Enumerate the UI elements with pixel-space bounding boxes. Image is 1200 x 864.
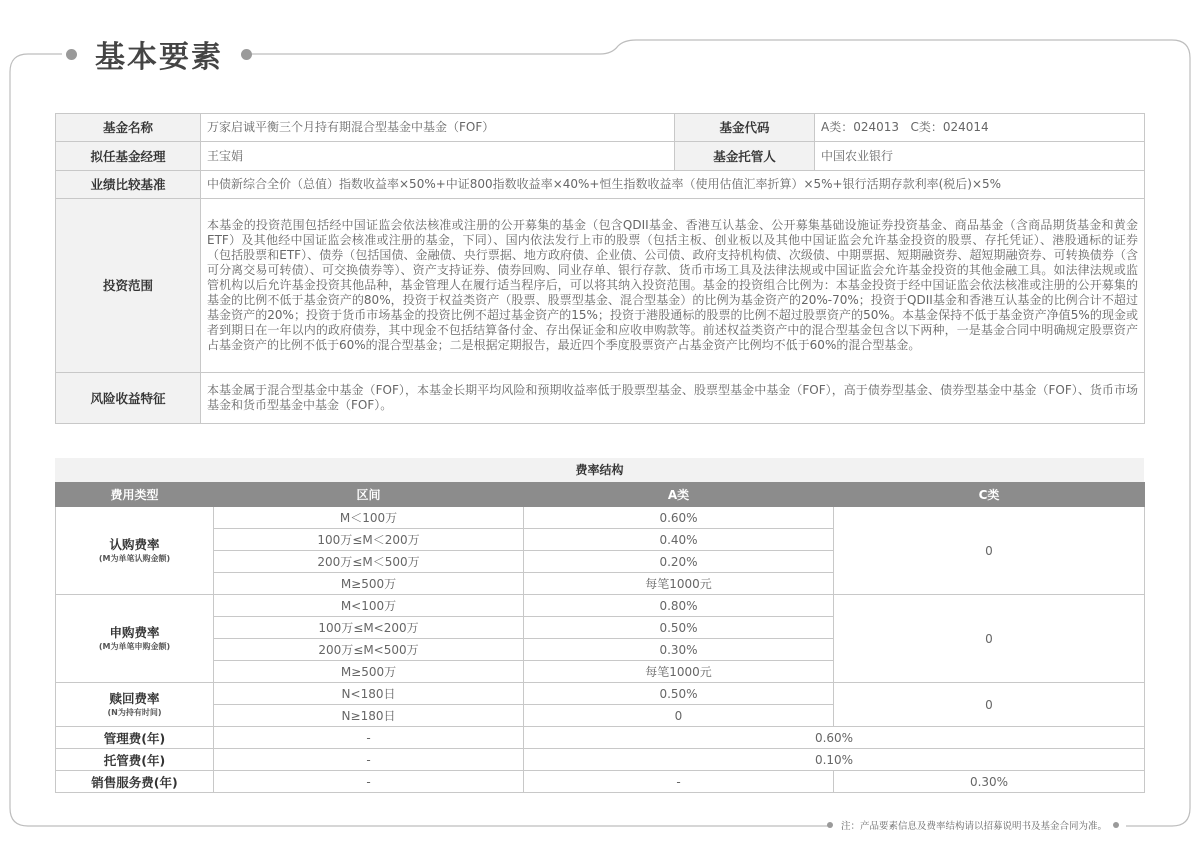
fund-code-value: A类：024013 C类：024014 bbox=[815, 114, 1145, 142]
purchase-fee-note: (M为单笔申购金额) bbox=[98, 642, 171, 651]
table-row bbox=[56, 683, 1145, 705]
class-a-cell: 每笔1000元 bbox=[524, 661, 834, 683]
class-a-cell: 每笔1000元 bbox=[524, 573, 834, 595]
custodian-label: 基金托管人 bbox=[675, 142, 815, 171]
table-row bbox=[56, 749, 1145, 771]
class-a-cell: 0.40% bbox=[524, 529, 834, 551]
management-fee-label: 管理费(年) bbox=[56, 727, 214, 749]
footnote-right-dot bbox=[1113, 822, 1119, 828]
custodian-value: 中国农业银行 bbox=[815, 142, 1145, 171]
class-a-cell: 0.20% bbox=[524, 551, 834, 573]
table-row bbox=[56, 771, 1145, 793]
class-a-cell: - bbox=[524, 771, 834, 793]
fund-name-label: 基金名称 bbox=[56, 114, 201, 142]
subscription-fee-label: 认购费率 bbox=[109, 537, 160, 552]
range-cell: 200万≤M<500万 bbox=[214, 639, 524, 661]
range-cell: 100万≤M<200万 bbox=[214, 617, 524, 639]
subscription-fee-cell bbox=[56, 507, 214, 595]
sales-fee-label: 销售服务费(年) bbox=[56, 771, 214, 793]
table-row bbox=[56, 727, 1145, 749]
range-cell: - bbox=[214, 727, 524, 749]
table-row bbox=[56, 142, 1145, 171]
purchase-fee-cell bbox=[56, 595, 214, 683]
fund-info-table bbox=[55, 113, 1145, 424]
table-row bbox=[56, 171, 1145, 199]
header-range: 区间 bbox=[214, 483, 524, 507]
fee-table bbox=[55, 482, 1145, 793]
scope-label: 投资范围 bbox=[56, 199, 201, 373]
subscription-fee-note: (M为单笔认购金额) bbox=[98, 554, 171, 563]
custody-fee-label: 托管费(年) bbox=[56, 749, 214, 771]
range-cell: M≥500万 bbox=[214, 573, 524, 595]
footnote-text: 注：产品要素信息及费率结构请以招募说明书及基金合同为准。 bbox=[841, 821, 1108, 832]
redemption-fee-label: 赎回费率 bbox=[109, 691, 160, 706]
class-a-cell: 0.30% bbox=[524, 639, 834, 661]
redemption-fee-note: (N为持有时间) bbox=[107, 708, 162, 717]
risk-value: 本基金属于混合型基金中基金（FOF），本基金长期平均风险和预期收益率低于股票型基金、股票型基金中基金（FOF），高于债券型基金、债券型基金中基金（FOF）、货币市场基金和货币型基金中基金（FOF）。 bbox=[201, 373, 1145, 424]
range-cell: - bbox=[214, 771, 524, 793]
footnote bbox=[827, 817, 1119, 833]
benchmark-label: 业绩比较基准 bbox=[56, 171, 201, 199]
fee-header-row bbox=[56, 483, 1145, 507]
page-title: 基本要素 bbox=[95, 40, 223, 75]
class-c-cell: 0 bbox=[834, 507, 1145, 595]
range-cell: - bbox=[214, 749, 524, 771]
title-right-dot bbox=[241, 49, 252, 60]
table-row bbox=[56, 595, 1145, 617]
title-left-dot bbox=[66, 49, 77, 60]
fund-name-value: 万家启诚平衡三个月持有期混合型基金中基金（FOF） bbox=[201, 114, 675, 142]
class-c-cell: 0 bbox=[834, 595, 1145, 683]
manager-label: 拟任基金经理 bbox=[56, 142, 201, 171]
header-fee-type: 费用类型 bbox=[56, 483, 214, 507]
purchase-fee-label: 申购费率 bbox=[109, 625, 160, 640]
range-cell: N<180日 bbox=[214, 683, 524, 705]
range-cell: N≥180日 bbox=[214, 705, 524, 727]
range-cell: 200万≤M＜500万 bbox=[214, 551, 524, 573]
fund-code-label: 基金代码 bbox=[675, 114, 815, 142]
footnote-left-dot bbox=[827, 822, 833, 828]
class-c-cell: 0.30% bbox=[834, 771, 1145, 793]
header-class-c: C类 bbox=[834, 483, 1145, 507]
management-fee-value: 0.60% bbox=[524, 727, 1145, 749]
manager-value: 王宝娟 bbox=[201, 142, 675, 171]
class-a-cell: 0.60% bbox=[524, 507, 834, 529]
custody-fee-value: 0.10% bbox=[524, 749, 1145, 771]
redemption-fee-cell bbox=[56, 683, 214, 727]
class-c-cell: 0 bbox=[834, 683, 1145, 727]
table-row bbox=[56, 114, 1145, 142]
range-cell: M<100万 bbox=[214, 595, 524, 617]
table-row bbox=[56, 199, 1145, 373]
table-row bbox=[56, 507, 1145, 529]
benchmark-value: 中债新综合全价（总值）指数收益率×50%+中证800指数收益率×40%+恒生指数收益率（使用估值汇率折算）×5%+银行活期存款利率(税后)×5% bbox=[201, 171, 1145, 199]
class-a-cell: 0.50% bbox=[524, 683, 834, 705]
range-cell: M≥500万 bbox=[214, 661, 524, 683]
range-cell: 100万≤M＜200万 bbox=[214, 529, 524, 551]
table-row bbox=[56, 373, 1145, 424]
range-cell: M＜100万 bbox=[214, 507, 524, 529]
fee-caption: 费率结构 bbox=[55, 458, 1144, 482]
class-a-cell: 0 bbox=[524, 705, 834, 727]
class-a-cell: 0.80% bbox=[524, 595, 834, 617]
class-a-cell: 0.50% bbox=[524, 617, 834, 639]
header-class-a: A类 bbox=[524, 483, 834, 507]
fee-structure bbox=[55, 458, 1144, 793]
risk-label: 风险收益特征 bbox=[56, 373, 201, 424]
scope-value: 本基金的投资范围包括经中国证监会依法核准或注册的公开募集的基金（包含QDII基金、香港互认基金、公开募集基础设施证券投资基金、商品基金（含商品期货基金和黄金ETF）及其他经中国证监会核准或注册的基金，下同）、国内依法发行上市的股票（包括主板、创业板以及其他中国证监会允许基金投资的股票、存托凭证）、港股通标的证券（包括股票和ETF）、债券（包括国债、金融债、央行票据、地方政府债、企业债、公司债、政府支持机构债、次级债、中期票据、短期融资券、超短期融资券、可转换债券（含可分离交易可转债）、可交换债券等）、资产支持证券、债券回购、同业存单、银行存款、货币市场工具及法律法规或中国证监会允许基金投资的其他金融工具。如法律法规或监管机构以后允许基金投资其他品种，基金管理人在履行适当程序后，可以将其纳入投资范围。基金的投资组合比例为：本基金投资于经中国证监会依法核准或注册的公开募集的基金的比例不低于基金资产的80%，投资于权益类资产（股票、股票型基金、混合型基金）的比例为基金资产的20%-70%；投资于QDII基金和香港互认基金的比例合计不超过基金资产的20%；投资于货币市场基金的投资比例不超过基金资产的15%；投资于港股通标的股票的比例不超过股票资产的50%。本基金保持不低于基金资产净值5%的现金或者到期日在一年以内的政府债券，其中现金不包括结算备付金、存出保证金和应收申购款等。前述权益类资产中的混合型基金包含以下两种，一是基金合同中明确规定股票资产占基金资产的比例不低于60%的混合型基金；二是根据定期报告，最近四个季度股票资产占基金资产比例均不低于60%的混合型基金。 bbox=[201, 199, 1145, 373]
section-title bbox=[66, 34, 252, 74]
